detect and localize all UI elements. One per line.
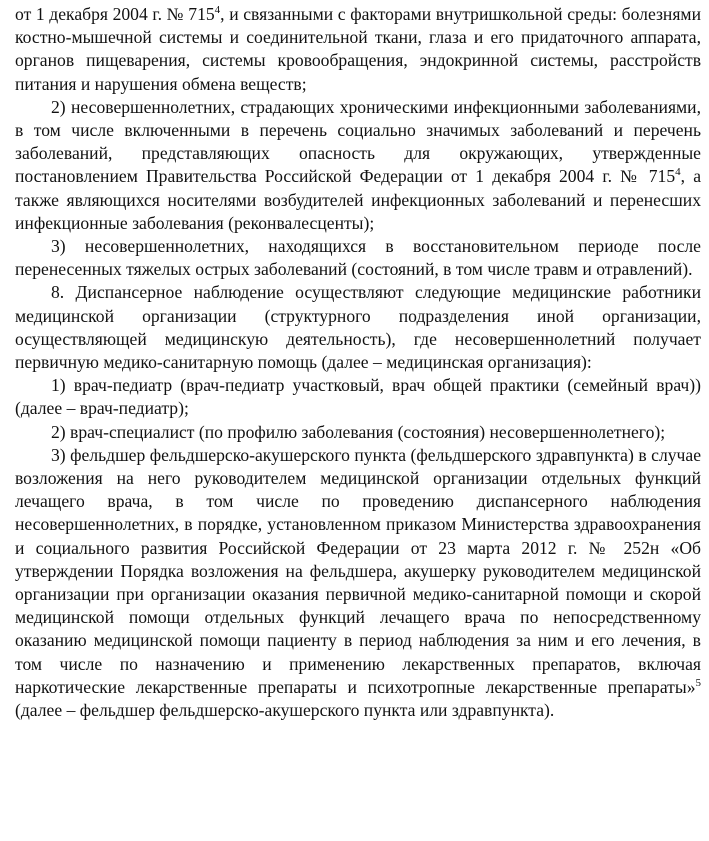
footnote-ref: 4 [214,4,221,17]
paragraph-text: 3) фельдшер фельдшерско-акушерского пункта (фельдшерского здравпункта) в случае возложения на него руководителем медицинской организации отдельных функций лечащего врача, в том числе по проведению диспансерного наблюдения несовершеннолетних, в порядке, установленном приказом Министерства здравоохранения и социального развития Российской Федерации от 23 марта 2012 г. № 252н «Об утверждении Порядка возложения на фельдшера, акушерку руководителем медицинской организации при организации оказания первичной медико-санитарной помощи и скорой медицинской помощи отдельных функций лечащего врача по непосредственному оказанию медицинской помощи пациенту в период наблюдения за ним и его лечения, в том числе по назначению и применению лекарственных препаратов, включая наркотические лекарственные препараты и психотропные лекарственные препараты» [15,444,701,697]
paragraph-text: , а также являющихся носителями возбудителей инфекционных заболеваний и перенесших инфекционные заболевания (реконвалесценты); [15,166,701,233]
list-item-1-pediatrician: 1) врач-педиатр (врач-педиатр участковый, врач общей практики (семейный врач)) (далее – врач-педиатр); [15,375,701,419]
list-item-3: 3) несовершеннолетних, находящихся в восстановительном периоде после перенесенных тяжелых острых заболеваний (состояний, в том числе травм и отравлений). [15,236,701,280]
paragraph-text: , и связанными с факторами внутришкольной среды: болезнями костно-мышечной системы и соединительной ткани, глаза и его придаточного аппарата, органов пищеварения, системы кровообращения, эндокринной системы, расстройств питания и нарушения обмена веществ; [15,4,701,94]
list-item-2 [15,96,701,235]
section-8: 8. Диспансерное наблюдение осуществляют следующие медицинские работники медицинской организации (структурного подразделения иной организации, осуществляющей медицинскую деятельность), где несовершеннолетний получает первичную медико-санитарную помощь (далее – медицинская организация): [15,282,701,373]
paragraph-continuation [15,3,701,96]
list-item-2-specialist: 2) врач-специалист (по профилю заболевания (состояния) несовершеннолетнего); [51,421,666,442]
list-item-3-feldsher [15,444,701,722]
footnote-ref: 5 [695,677,701,690]
footnote-ref: 4 [675,166,681,179]
paragraph-text: 2) несовершеннолетних, страдающих хроническими инфекционными заболеваниями, в том числе включенными в перечень социально значимых заболеваний и перечень заболеваний, представляющих опасность для окружающих, утвержденные постановлением Правительства Российской Федерации от 1 декабря 2004 г. № 715 [15,96,701,187]
paragraph-text: от 1 декабря 2004 г. № 715 [15,4,215,24]
paragraph-text: (далее – фельдшер фельдшерско-акушерского пункта или здравпункта). [15,700,555,721]
